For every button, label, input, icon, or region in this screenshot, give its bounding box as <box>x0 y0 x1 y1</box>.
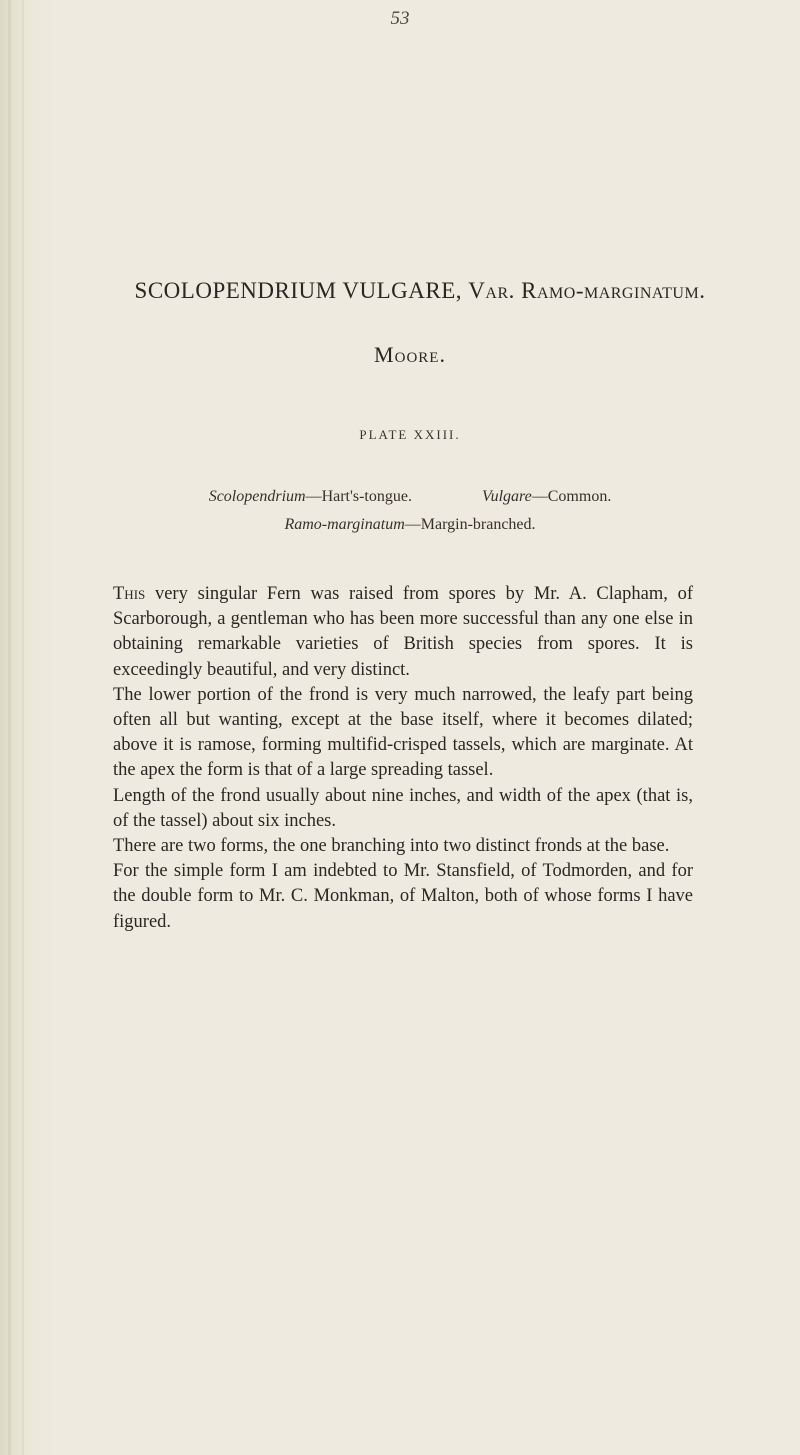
title-var-prefix: Var. <box>468 278 515 303</box>
species-latin: Vulgare <box>481 488 532 505</box>
paragraph-1-lead: This <box>113 584 146 604</box>
variety-common: —Margin-branched. <box>404 516 536 533</box>
page-number: 53 <box>390 8 410 29</box>
paragraph-5: For the simple form I am indebted to Mr. Stansfield, of Todmorden, and for the double form to Mr. C. Monkman, of Malton, both of whose forms I have figured. <box>113 861 693 932</box>
paragraph-4: There are two forms, the one branching into two distinct fronds at the base. <box>113 836 670 857</box>
author: Moore. <box>374 342 446 367</box>
page-binding-edge <box>0 0 58 1455</box>
body-text <box>113 582 693 935</box>
genus-common: —Hart's-tongue. <box>305 488 412 505</box>
name-line-1 <box>60 483 760 511</box>
paragraph-3: Length of the frond usually about nine inches, and width of the apex (that is, of the tassel) about six inches. <box>113 785 693 831</box>
paragraph-2: The lower portion of the frond is very much narrowed, the leafy part being often all but wanting, except at the base itself, where it becomes dilated; above it is ramose, forming multifid-crisped tassels, which are marginate. At the apex the form is that of a large spreading tassel. <box>113 684 693 781</box>
species-common: —Common. <box>531 488 612 505</box>
title-variety: Ramo-marginatum. <box>521 278 706 303</box>
paragraph-1-text: very singular Fern was raised from spores by Mr. A. Clapham, of Scarborough, a gentleman who has been more successful than any one else in obtaining remarkable varieties of British species from spores. It is exceedingly beautiful, and very distinct. <box>113 584 693 680</box>
page-title <box>70 278 770 304</box>
genus-latin: Scolopendrium <box>208 488 306 505</box>
title-genus: SCOLOPENDRIUM VULGARE, <box>134 278 463 303</box>
plate-label: PLATE XXIII. <box>359 427 461 442</box>
name-line-2 <box>60 511 760 539</box>
variety-latin: Ramo-marginatum <box>284 516 405 533</box>
name-glossary <box>60 483 760 539</box>
paragraph-1 <box>113 582 693 683</box>
